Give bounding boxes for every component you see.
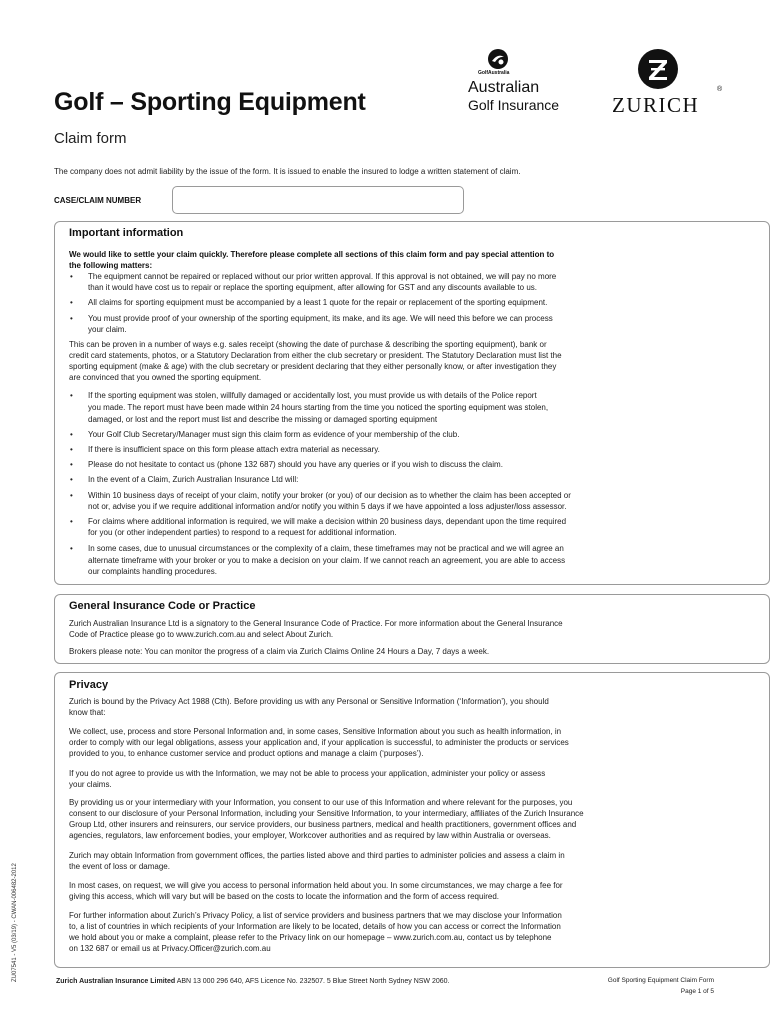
zurich-wordmark: ZURICH <box>612 93 700 117</box>
footer-company-details <box>56 978 450 985</box>
footer-company-name: Zurich Australian Insurance Limited <box>56 978 176 985</box>
privacy-line: on 132 687 or email us at Privacy.Officer@zurich.com.au <box>69 944 271 953</box>
footer-company-info: ABN 13 000 296 640, AFS Licence No. 232507. 5 Blue Street North Sydney NSW 2060. <box>175 978 450 985</box>
bullet-line: If the sporting equipment was stolen, willfully damaged or accidentally lost, you must provide us with details of the Police report <box>88 391 537 400</box>
privacy-heading: Privacy <box>69 679 109 691</box>
intro-line: the following matters: <box>69 261 153 270</box>
bullet-line: All claims for sporting equipment must be accompanied by a least 1 quote for the repair or replacement of the sporting equipment. <box>88 298 548 307</box>
bullet-line: For claims where additional information is required, we will make a decision within 20 business days, dependant upon the time required <box>88 517 567 526</box>
case-claim-label: CASE/CLAIM NUMBER <box>54 196 142 205</box>
golf-australia-text: GolfAustralia <box>478 70 510 76</box>
bullet-line: Within 10 business days of receipt of your claim, notify your broker (or you) of our decision as to whether the claim has been accepted or <box>88 491 571 500</box>
privacy-line: know that: <box>69 708 106 717</box>
form-version-code: ZU07541 - V5 (03/19) - CWAN-006482-2012 <box>12 863 18 982</box>
proof-paragraph-line: are convinced that you owned the sporting equipment. <box>69 373 262 382</box>
bullet-line: our complaints handling procedures. <box>88 567 217 576</box>
case-claim-number-input[interactable] <box>172 186 464 214</box>
australian-golf-insurance-logo <box>456 48 576 118</box>
privacy-line: we hold about you or make a complaint, please refer to the Privacy link on our homepage – www.zurich.com.au, contact us by telephone <box>69 933 552 942</box>
bullet-line: you made. The report must have been made within 24 hours starting from the time you noticed the sporting equipment was stolen, <box>88 403 549 412</box>
brokers-note: Brokers please note: You can monitor the progress of a claim via Zurich Claims Online 24 Hours a Day, 7 days a week. <box>69 647 490 656</box>
proof-paragraph-line: This can be proven in a number of ways e.g. sales receipt (showing the date of purchase & describing the sporting equipment), bank or <box>69 340 547 349</box>
privacy-line: agencies, regulators, law enforcement bodies, your employer, Workcover authorities and as required by law within Australia or overseas. <box>69 831 551 840</box>
bullet-marker: • <box>70 314 73 323</box>
privacy-line: Zurich may obtain Information from government offices, the parties listed above and third parties to administer policies and assess a claim in <box>69 851 565 860</box>
bullet-line: than it would have cost us to repair or replace the sporting equipment, after allowing for GST and any discounts available to us. <box>88 283 537 292</box>
proof-paragraph-line: credit card statements, photos, or a Statutory Declaration from either the club secretary or president. The Statutory Declaration must list the <box>69 351 562 360</box>
bullet-marker: • <box>70 298 73 307</box>
bullet-marker: • <box>70 544 73 553</box>
page-subtitle: Claim form <box>54 130 127 147</box>
bullet-marker: • <box>70 272 73 281</box>
privacy-line: In most cases, on request, we will give you access to personal information held about you. In some circumstances, we may charge a fee for <box>69 881 563 890</box>
bullet-marker: • <box>70 460 73 469</box>
privacy-line: giving this access, which will vary but will be based on the costs to locate the information and the form of access required. <box>69 892 499 901</box>
privacy-line: We collect, use, process and store Personal Information and, in some cases, Sensitive Information about you such as health information, in <box>69 727 562 736</box>
footer-page-number: Page 1 of 5 <box>680 988 714 995</box>
registered-mark: ® <box>717 86 723 93</box>
bullet-marker: • <box>70 491 73 500</box>
intro-line: We would like to settle your claim quickly. Therefore please complete all sections of this claim form and pay special attention to <box>69 250 555 259</box>
bullet-marker: • <box>70 475 73 484</box>
privacy-line: order to comply with our legal obligations, assess your application and, if your application is successful, to administer the products or services <box>69 738 569 747</box>
important-information-heading: Important information <box>69 227 184 239</box>
bullet-line: You must provide proof of your ownership of the sporting equipment, its make, and its age. We will need this before we can process <box>88 314 553 323</box>
bullet-line: In some cases, due to unusual circumstances or the complexity of a claim, these timeframes may not be practical and we will agree an <box>88 544 564 553</box>
bullet-marker: • <box>70 391 73 400</box>
privacy-line: your claims. <box>69 780 112 789</box>
privacy-line: consent to our disclosure of your Personal Information, including your Sensitive Information, to your intermediary, affiliates of the Zurich Insurance <box>69 809 584 818</box>
privacy-line: provided to you, to enhance customer service and product options and manage a claim (‘purposes’). <box>69 749 424 758</box>
bullet-line: your claim. <box>88 325 127 334</box>
liability-disclaimer: The company does not admit liability by the issue of the form. It is issued to enable the insured to lodge a written statement of claim. <box>54 167 521 176</box>
bullet-line: If there is insufficient space on this form please attach extra material as necessary. <box>88 445 380 454</box>
bullet-line: In the event of a Claim, Zurich Australian Insurance Ltd will: <box>88 475 299 484</box>
bullet-line: Please do not hesitate to contact us (phone 132 687) should you have any queries or if you wish to discuss the claim. <box>88 460 503 469</box>
code-paragraph-line: Code of Practice please go to www.zurich.com.au and select About Zurich. <box>69 630 334 639</box>
bullet-line: for you (or other independent parties) to respond to a request for additional information. <box>88 528 397 537</box>
logo-line-1: Australian <box>468 79 540 96</box>
zurich-emblem-icon <box>637 48 679 90</box>
bullet-marker: • <box>70 517 73 526</box>
bullet-marker: • <box>70 430 73 439</box>
bullet-marker: • <box>70 445 73 454</box>
privacy-line: By providing us or your intermediary with your Information, you consent to our use of this Information and where relevant for the purposes, you <box>69 798 573 807</box>
privacy-line: Zurich is bound by the Privacy Act 1988 (Cth). Before providing us with any Personal or Sensitive Information (‘Information’), you should <box>69 697 549 706</box>
bullet-line: not or, advise you if we require additional information and/or notify you within 5 days if we have appointed a loss adjuster/loss assessor. <box>88 502 567 511</box>
bullet-line: The equipment cannot be repaired or replaced without our prior written approval. If this approval is not obtained, we will pay no more <box>88 272 557 281</box>
bullet-line: Your Golf Club Secretary/Manager must sign this claim form as evidence of your membership of the club. <box>88 430 460 439</box>
logo-line-2: Golf Insurance <box>468 97 560 113</box>
golf-australia-emblem-icon <box>487 48 509 70</box>
footer-form-name: Golf Sporting Equipment Claim Form <box>607 977 714 984</box>
privacy-line: the event of loss or damage. <box>69 862 170 871</box>
privacy-line: to, a list of countries in which recipients of your Information are likely to be located, details of how you can access or correct the Information <box>69 922 561 931</box>
code-paragraph-line: Zurich Australian Insurance Ltd is a signatory to the General Insurance Code of Practice. For more information about the General Insurance <box>69 619 563 628</box>
page-title: Golf – Sporting Equipment <box>54 88 366 116</box>
privacy-line: Group Ltd, other insurers and reinsurers, our service providers, our business partners, medical and health practitioners, government offices and <box>69 820 577 829</box>
proof-paragraph-line: sporting equipment (make & age) with the club secretary or president declaring that they either personally know, or after investigation they <box>69 362 557 371</box>
bullet-line: damaged, or lost and the report must list and describe the missing or damaged sporting equipment <box>88 415 438 424</box>
privacy-line: If you do not agree to provide us with the Information, we may not be able to process your application, administer your policy or assess <box>69 769 546 778</box>
general-insurance-code-heading: General Insurance Code or Practice <box>69 600 256 612</box>
bullet-line: alternate timeframe with your broker or you to make a decision on your claim. If we cannot reach an agreement, you are able to access <box>88 556 566 565</box>
privacy-line: For further information about Zurich’s Privacy Policy, a list of service providers and business partners that we may disclose your Information <box>69 911 562 920</box>
